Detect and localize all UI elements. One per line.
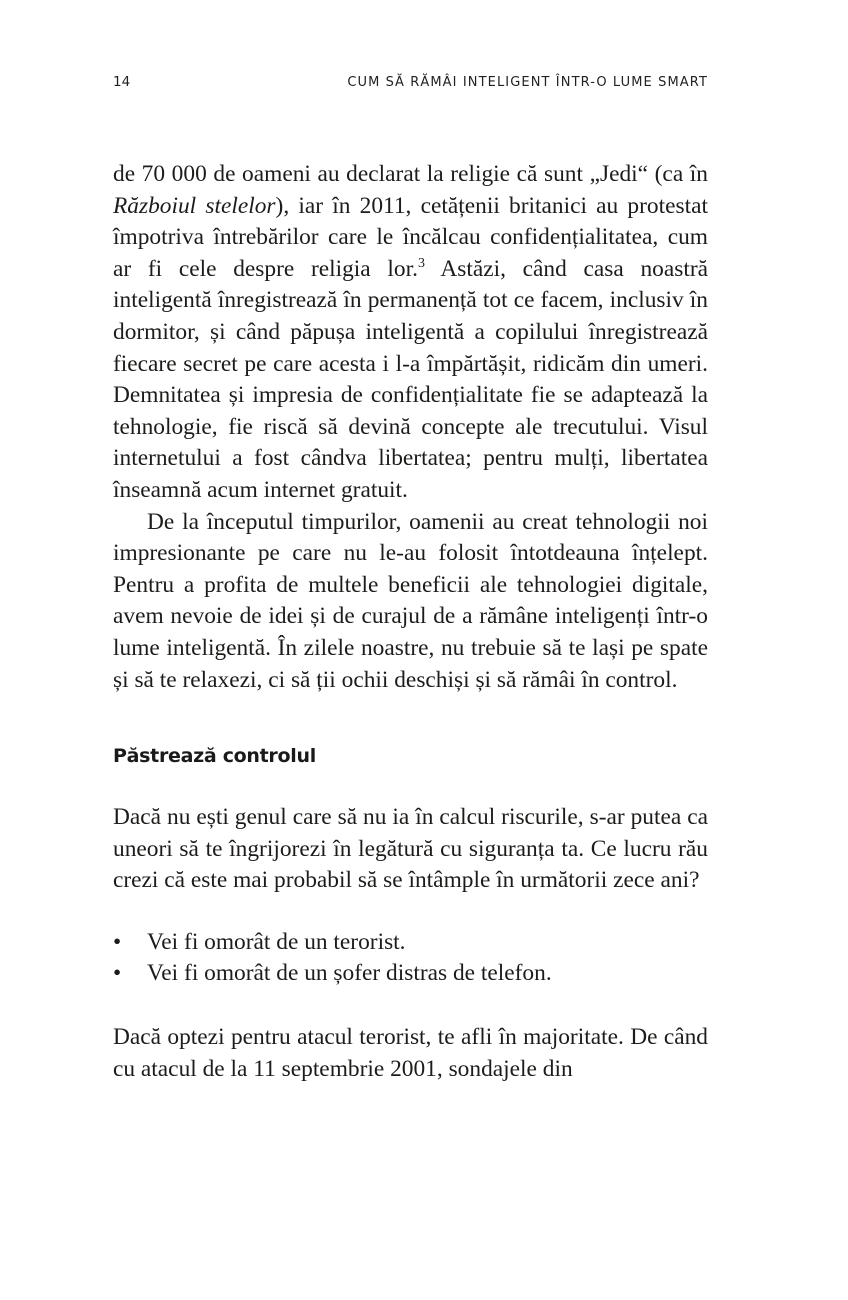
list-item-text: Vei fi omorât de un șofer distras de telefon.	[147, 960, 552, 987]
running-title: CUM SĂ RĂMÂI INTELIGENT ÎNTR-O LUME SMART	[347, 75, 708, 90]
page-number: 14	[113, 74, 131, 90]
book-title-italic: Războiul stelelor	[113, 192, 276, 219]
list-item	[113, 927, 708, 959]
list-item-text: Vei fi omorât de un terorist.	[147, 928, 406, 955]
list-item	[113, 958, 708, 990]
bullet-list	[113, 927, 708, 990]
bullet-icon: •	[113, 928, 122, 955]
paragraph: Dacă nu ești genul care să nu ia în calcul riscurile, s-ar putea ca uneori să te îngrijorezi în legătură cu siguranța ta. Ce lucru rău crezi că este mai probabil să se întâmple în următorii zece ani?	[113, 804, 708, 894]
footnote-reference[interactable]: 3	[417, 255, 425, 271]
paragraph: De la începutul timpurilor, oamenii au creat tehnologii noi impresionante pe care nu le-au folosit întotdeauna înțelept. Pentru a profita de multele beneficii ale tehnologiei digitale, avem nevoie de idei și de curajul de a rămâne inteligenți într-o lume inteligentă. În zilele noastre, nu trebuie să te lași pe spate și să te relaxezi, ci să ții ochii deschiși și să rămâi în control.	[113, 508, 708, 693]
running-header	[113, 74, 708, 90]
section-heading: Păstrează controlul	[113, 745, 316, 768]
paragraph-text: Astăzi, când casa noastră inteligentă înregistrează în permanență tot ce facem, inclusiv în dormitor, și când păpușa inteligentă a copilului înregistrează fiecare secret pe care acesta i l-a împărtășit, ridicăm din umeri. Demnitatea și impresia de confidențialitate fie se adaptează la tehnologie, fie riscă să devină concepte ale trecutului. Visul internetului a fost cândva libertatea; pentru mulți, libertatea înseamnă acum internet gratuit.	[113, 255, 708, 503]
paragraph	[113, 159, 708, 507]
paragraph-text: ), iar în 2011, cetățenii britanici au protestat împotriva întrebărilor care le încălcau confidențialitatea, cum ar fi cele despre religia lor.	[113, 192, 708, 282]
bullet-icon: •	[113, 960, 122, 987]
page-body	[113, 159, 708, 1085]
paragraph: Dacă optezi pentru atacul terorist, te afli în majoritate. De când cu atacul de la 11 septembrie 2001, sondajele din	[113, 1024, 708, 1082]
paragraph-text: de 70 000 de oameni au declarat la religie că sunt „Jedi“ (ca în	[113, 161, 708, 187]
